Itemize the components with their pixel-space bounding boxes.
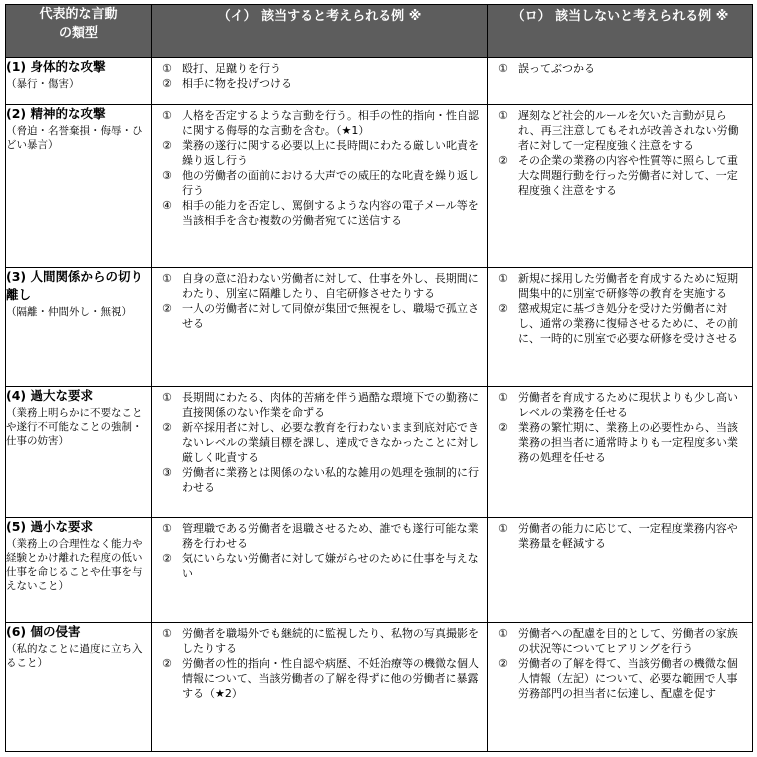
item-number: ② xyxy=(498,657,508,670)
not-applicable-example-item xyxy=(498,656,746,701)
table-header-row xyxy=(6,5,753,58)
behavior-type-description: （暴行・傷害） xyxy=(6,78,80,90)
item-number: ② xyxy=(162,552,172,565)
item-number: ① xyxy=(498,522,508,535)
item-number: ① xyxy=(498,62,508,75)
item-number: ③ xyxy=(162,169,172,182)
item-number: ① xyxy=(162,62,172,75)
item-text: 労働者を育成するために現状よりも少し高いレベルの業務を任せる xyxy=(518,391,738,419)
item-text: 人格を否定するような言動を行う。相手の性的指向・性自認に関する侮辱的な言動を含む。（★1） xyxy=(182,109,479,137)
applicable-example-item xyxy=(162,168,481,198)
item-text: 殴打、足蹴りを行う xyxy=(182,62,281,75)
header-applicable-examples: （イ） 該当すると考えられる例 ※ xyxy=(152,5,488,58)
not-applicable-example-item xyxy=(498,626,746,656)
not-applicable-examples-cell xyxy=(488,518,753,623)
behavior-type-title: (3) 人間関係からの切り離し xyxy=(6,269,143,302)
table-row xyxy=(6,105,753,268)
not-applicable-examples-cell xyxy=(488,387,753,518)
not-applicable-examples-cell xyxy=(488,105,753,268)
item-text: 懲戒規定に基づき処分を受けた労働者に対し、通常の業務に復帰させるために、その前に、一時的に別室で必要な研修を受けさせる xyxy=(518,302,738,345)
applicable-example-item xyxy=(162,656,481,701)
item-number: ③ xyxy=(162,466,172,479)
item-text: その企業の業務の内容や性質等に照らして重大な問題行動を行った労働者に対して、一定程度強く注意をする xyxy=(518,154,738,197)
item-number: ② xyxy=(162,302,172,315)
behavior-type-description: （業務上明らかに不要なことや遂行不可能なことの強制・仕事の妨害） xyxy=(6,407,143,447)
item-text: 他の労働者の面前における大声での威圧的な叱責を繰り返し行う xyxy=(182,169,479,197)
item-number: ① xyxy=(498,109,508,122)
applicable-example-item xyxy=(162,521,481,551)
harassment-examples-table xyxy=(5,4,753,752)
applicable-examples-cell xyxy=(152,623,488,752)
not-applicable-examples-cell xyxy=(488,623,753,752)
applicable-examples-cell xyxy=(152,518,488,623)
behavior-type-cell xyxy=(6,518,152,623)
not-applicable-examples-cell xyxy=(488,268,753,387)
item-text: 一人の労働者に対して同僚が集団で無視をし、職場で孤立させる xyxy=(182,302,479,330)
table-row xyxy=(6,58,753,105)
item-text: 労働者に業務とは関係のない私的な雑用の処理を強制的に行わせる xyxy=(182,466,479,494)
not-applicable-example-item xyxy=(498,301,746,346)
behavior-type-cell xyxy=(6,105,152,268)
item-number: ② xyxy=(162,421,172,434)
behavior-type-title: (4) 過大な要求 xyxy=(6,388,93,403)
item-text: 相手に物を投げつける xyxy=(182,77,292,90)
item-text: 業務の繁忙期に、業務上の必要性から、当該業務の担当者に通常時よりも一定程度多い業務の処理を任せる xyxy=(518,421,738,464)
item-number: ④ xyxy=(162,199,172,212)
item-number: ① xyxy=(498,391,508,404)
applicable-example-item xyxy=(162,420,481,465)
item-number: ② xyxy=(162,139,172,152)
table-row xyxy=(6,518,753,623)
not-applicable-examples-cell xyxy=(488,58,753,105)
behavior-type-title: (2) 精神的な攻撃 xyxy=(6,106,106,121)
applicable-examples-cell xyxy=(152,105,488,268)
applicable-example-item xyxy=(162,390,481,420)
item-text: 誤ってぶつかる xyxy=(518,62,595,75)
table-row xyxy=(6,623,753,752)
item-number: ① xyxy=(162,391,172,404)
applicable-examples-cell xyxy=(152,387,488,518)
applicable-example-item xyxy=(162,138,481,168)
item-text: 新規に採用した労働者を育成するために短期間集中的に別室で研修等の教育を実施する xyxy=(518,272,738,300)
applicable-example-item xyxy=(162,61,481,76)
behavior-type-title: (1) 身体的な攻撃 xyxy=(6,59,106,74)
behavior-type-cell xyxy=(6,623,152,752)
item-number: ① xyxy=(162,272,172,285)
not-applicable-example-item xyxy=(498,390,746,420)
item-text: 労働者の了解を得て、当該労働者の機微な個人情報（左記）について、必要な範囲で人事労務部門の担当者に伝達し、配慮を促す xyxy=(518,657,738,700)
item-number: ② xyxy=(162,657,172,670)
item-number: ② xyxy=(498,421,508,434)
not-applicable-example-item xyxy=(498,153,746,198)
behavior-type-description: （隔離・仲間外し・無視） xyxy=(6,306,132,318)
not-applicable-example-item xyxy=(498,108,746,153)
behavior-type-title: (5) 過小な要求 xyxy=(6,519,93,534)
behavior-type-cell xyxy=(6,268,152,387)
behavior-type-description: （業務上の合理性なく能力や経験とかけ離れた程度の低い仕事を命じることや仕事を与えないこと） xyxy=(6,538,143,592)
applicable-example-item xyxy=(162,626,481,656)
item-number: ② xyxy=(498,302,508,315)
header-behavior-type: 代表的な言動 の類型 xyxy=(6,5,152,58)
table-row xyxy=(6,268,753,387)
item-text: 管理職である労働者を退職させるため、誰でも遂行可能な業務を行わせる xyxy=(182,522,479,550)
item-number: ① xyxy=(162,627,172,640)
item-text: 労働者の能力に応じて、一定程度業務内容や業務量を軽減する xyxy=(518,522,738,550)
behavior-type-description: （私的なことに過度に立ち入ること） xyxy=(6,643,143,669)
applicable-example-item xyxy=(162,198,481,228)
item-number: ① xyxy=(498,627,508,640)
item-number: ① xyxy=(162,522,172,535)
behavior-type-title: (6) 個の侵害 xyxy=(6,624,81,639)
item-text: 労働者の性的指向・性自認や病歴、不妊治療等の機微な個人情報について、当該労働者の了解を得ずに他の労働者に暴露する（★2） xyxy=(182,657,479,700)
not-applicable-example-item xyxy=(498,521,746,551)
item-number: ① xyxy=(498,272,508,285)
not-applicable-example-item xyxy=(498,271,746,301)
header-not-applicable-examples: （ロ） 該当しないと考えられる例 ※ xyxy=(488,5,753,58)
applicable-examples-cell xyxy=(152,268,488,387)
item-text: 長期間にわたる、肉体的苦痛を伴う過酷な環境下での勤務に直接関係のない作業を命ずる xyxy=(182,391,479,419)
item-number: ① xyxy=(162,109,172,122)
item-text: 業務の遂行に関する必要以上に長時間にわたる厳しい叱責を繰り返し行う xyxy=(182,139,479,167)
behavior-type-cell xyxy=(6,387,152,518)
table-row xyxy=(6,387,753,518)
not-applicable-example-item xyxy=(498,420,746,465)
item-number: ② xyxy=(162,77,172,90)
applicable-example-item xyxy=(162,76,481,91)
not-applicable-example-item xyxy=(498,61,746,76)
item-text: 労働者への配慮を目的として、労働者の家族の状況等についてヒアリングを行う xyxy=(518,627,738,655)
applicable-example-item xyxy=(162,108,481,138)
applicable-example-item xyxy=(162,271,481,301)
applicable-examples-cell xyxy=(152,58,488,105)
applicable-example-item xyxy=(162,301,481,331)
item-text: 相手の能力を否定し、罵倒するような内容の電子メール等を当該相手を含む複数の労働者宛てに送信する xyxy=(182,199,479,227)
item-text: 遅刻など社会的ルールを欠いた言動が見られ、再三注意してもそれが改善されない労働者に対して一定程度強く注意をする xyxy=(518,109,739,152)
item-text: 労働者を職場外でも継続的に監視したり、私物の写真撮影をしたりする xyxy=(182,627,479,655)
item-text: 自身の意に沿わない労働者に対して、仕事を外し、長期間にわたり、別室に隔離したり、自宅研修させたりする xyxy=(182,272,479,300)
behavior-type-cell xyxy=(6,58,152,105)
item-number: ② xyxy=(498,154,508,167)
applicable-example-item xyxy=(162,465,481,495)
behavior-type-description: （脅迫・名誉棄損・侮辱・ひどい暴言） xyxy=(6,125,143,151)
item-text: 新卒採用者に対し、必要な教育を行わないまま到底対応できないレベルの業績目標を課し、達成できなかったことに対し厳しく叱責する xyxy=(182,421,479,464)
item-text: 気にいらない労働者に対して嫌がらせのために仕事を与えない xyxy=(182,552,479,580)
applicable-example-item xyxy=(162,551,481,581)
